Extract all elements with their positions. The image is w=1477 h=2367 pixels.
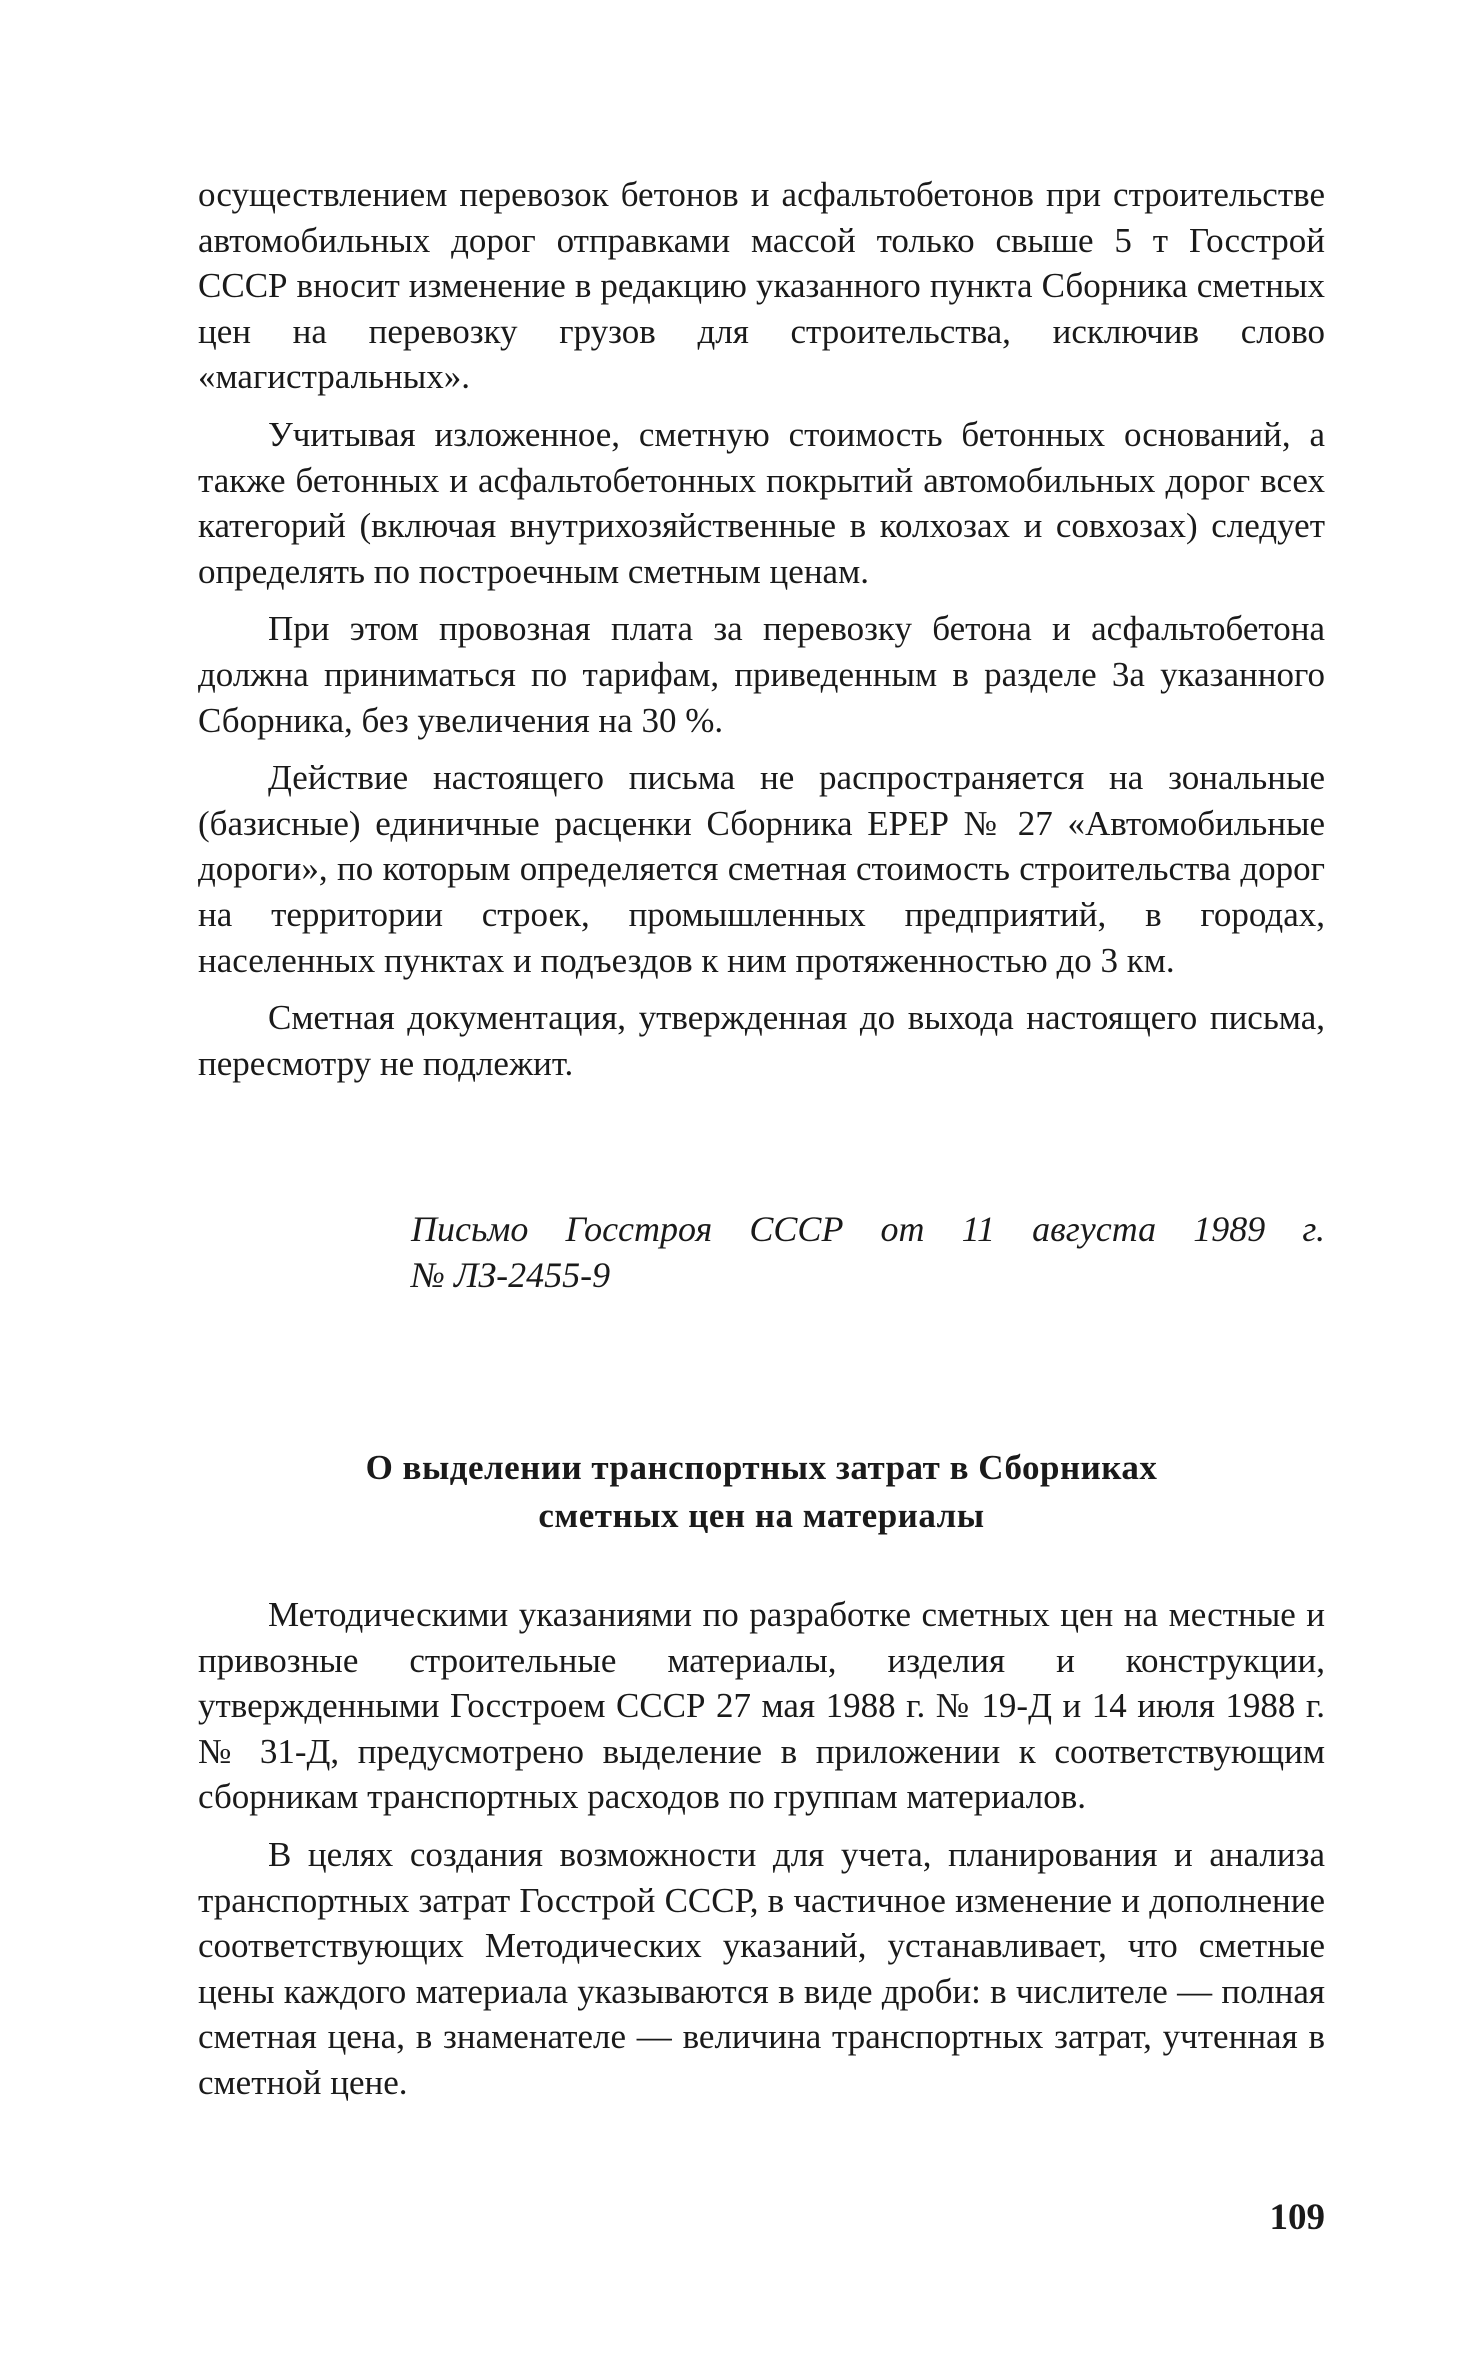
paragraph-guidelines: Методическими указаниями по разработке сметных цен на местные и привозные строительные материалы, изделия и конструкции, утвержденными Госстроем СССР 27 мая 1988 г. № 19-Д и 14 июля 1988 г. № 31-Д, предусмотрено выделение в приложении к соответствующим сборникам транспортных расходов по группам материалов. <box>198 1595 1325 1817</box>
letter-signature <box>411 1206 1325 1298</box>
paragraph-documentation: Сметная документация, утвержденная до выхода настоящего письма, пересмотру не подлежит. <box>198 998 1325 1083</box>
signature-line-1 <box>411 1206 1325 1252</box>
signature-word: СССР <box>749 1209 844 1249</box>
signature-word: Госстроя <box>565 1209 713 1249</box>
page-number: 109 <box>1269 2197 1325 2238</box>
paragraph-scope: Действие настоящего письма не распространяется на зональные (базисные) единичные расценки Сборника ЕРЕР № 27 «Автомобильные дороги», по которым определяется сметная стоимость строительства дорог на территории строек, промышленных предприятий, в городах, населенных пунктах и подъездов к ним протяженностью до 3 км. <box>198 758 1325 980</box>
section-title <box>198 1444 1325 1540</box>
signature-word: г. <box>1302 1209 1325 1249</box>
signature-word: августа <box>1032 1209 1157 1249</box>
section-title-line-2: сметных цен на материалы <box>538 1496 985 1535</box>
signature-line-2: № ЛЗ-2455-9 <box>411 1255 611 1295</box>
paragraph-continuation: осуществлением перевозок бетонов и асфальтобетонов при строительстве автомобильных дорог отправками массой только свыше 5 т Госстрой СССР вносит изменение в редакцию указанного пункта Сборника сметных цен на перевозку грузов для строительства, исключив слово «магистральных». <box>198 175 1325 397</box>
signature-word: 1989 <box>1193 1209 1266 1249</box>
section-title-line-1: О выделении транспортных затрат в Сборниках <box>365 1448 1158 1487</box>
letter-body <box>198 172 1325 1086</box>
signature-word: 11 <box>961 1209 995 1249</box>
paragraph-estimated-cost: Учитывая изложенное, сметную стоимость бетонных оснований, а также бетонных и асфальтобетонных покрытий автомобильных дорог всех категорий (включая внутрихозяйственные в колхозах и совхозах) следует определять по построечным сметным ценам. <box>198 414 1325 591</box>
paragraph-purpose: В целях создания возможности для учета, планирования и анализа транспортных затрат Госстрой СССР, в частичное изменение и дополнение соответствующих Методических указаний, устанавливает, что сметные цены каждого материала указываются в виде дроби: в числителе — полная сметная цена, в знаменателе — величина транспортных затрат, учтенная в сметной цене. <box>198 1834 1325 2102</box>
section-body <box>198 1592 1325 2106</box>
paragraph-transport-fee: При этом провозная плата за перевозку бетона и асфальтобетона должна приниматься по тарифам, приведенным в разделе 3а указанного Сборника, без увеличения на 30 %. <box>198 609 1325 740</box>
signature-word: от <box>880 1209 925 1249</box>
signature-word: Письмо <box>411 1209 529 1249</box>
